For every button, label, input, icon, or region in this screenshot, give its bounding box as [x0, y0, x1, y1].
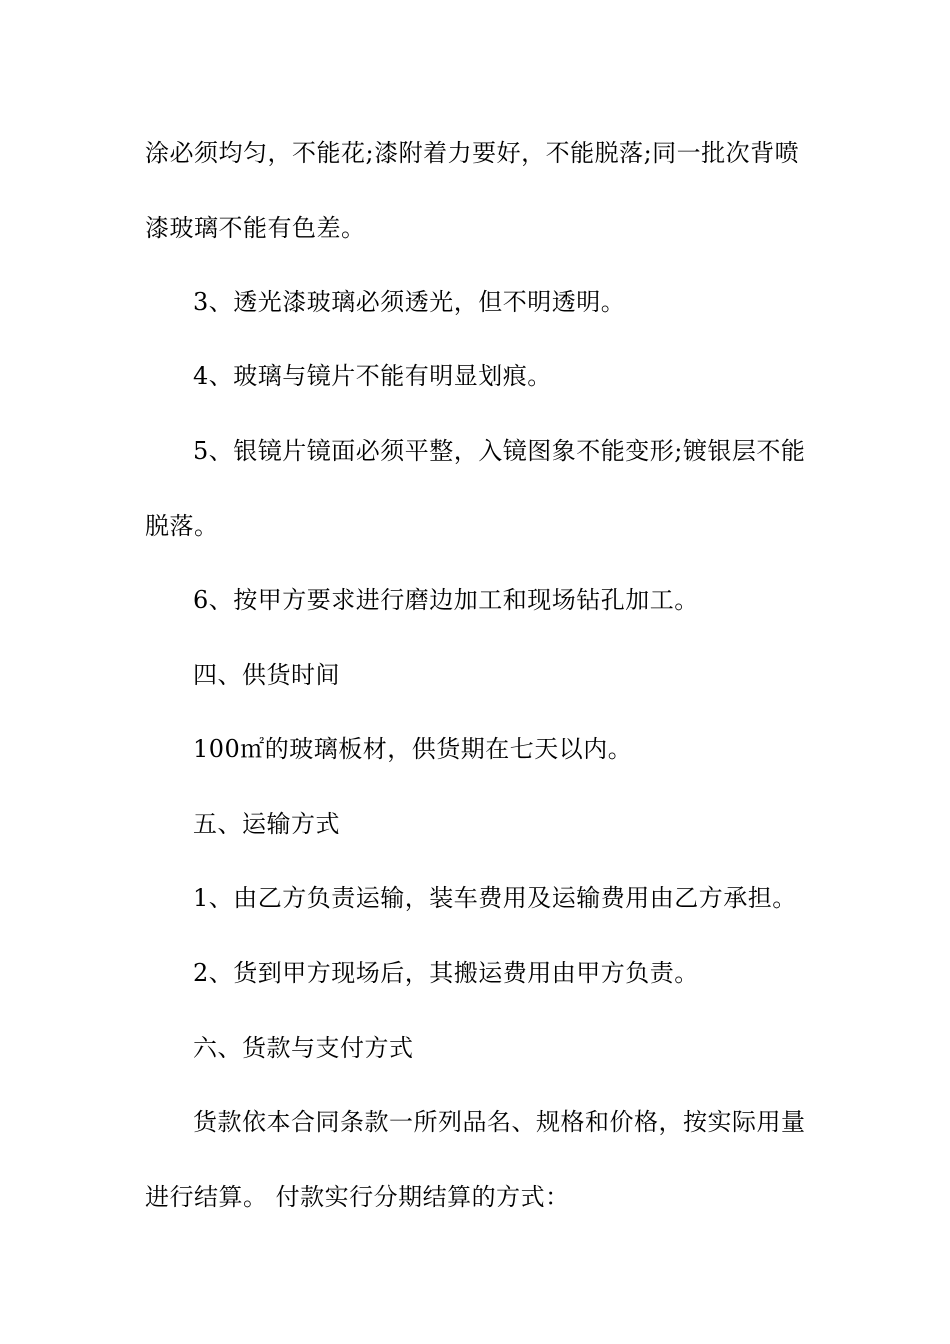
paragraph-line-15: 进行结算。 付款实行分期结算的方式： [145, 1183, 570, 1211]
paragraph-line-2: 漆玻璃不能有色差。 [145, 214, 366, 242]
paragraph-line-7: 6、按甲方要求进行磨边加工和现场钻孔加工。 [193, 586, 699, 614]
section-heading-payment: 六、货款与支付方式 [193, 1034, 414, 1062]
paragraph-line-11: 1、由乙方负责运输，装车费用及运输费用由乙方承担。 [193, 884, 797, 912]
paragraph-line-1: 涂必须均匀，不能花;漆附着力要好，不能脱落;同一批次背喷 [145, 139, 800, 167]
paragraph-line-3: 3、透光漆玻璃必须透光，但不明透明。 [193, 288, 626, 316]
paragraph-line-6: 脱落。 [145, 512, 219, 540]
paragraph-line-5: 5、银镜片镜面必须平整，入镜图象不能变形;镀银层不能 [193, 437, 806, 465]
paragraph-line-4: 4、玻璃与镜片不能有明显划痕。 [193, 362, 552, 390]
paragraph-line-14: 货款依本合同条款一所列品名、规格和价格，按实际用量 [193, 1108, 806, 1136]
paragraph-line-12: 2、货到甲方现场后，其搬运费用由甲方负责。 [193, 959, 699, 987]
section-heading-transport: 五、运输方式 [193, 810, 340, 838]
section-heading-supply-time: 四、供货时间 [193, 661, 340, 689]
paragraph-line-9: 100㎡的玻璃板材，供货期在七天以内。 [193, 735, 633, 763]
